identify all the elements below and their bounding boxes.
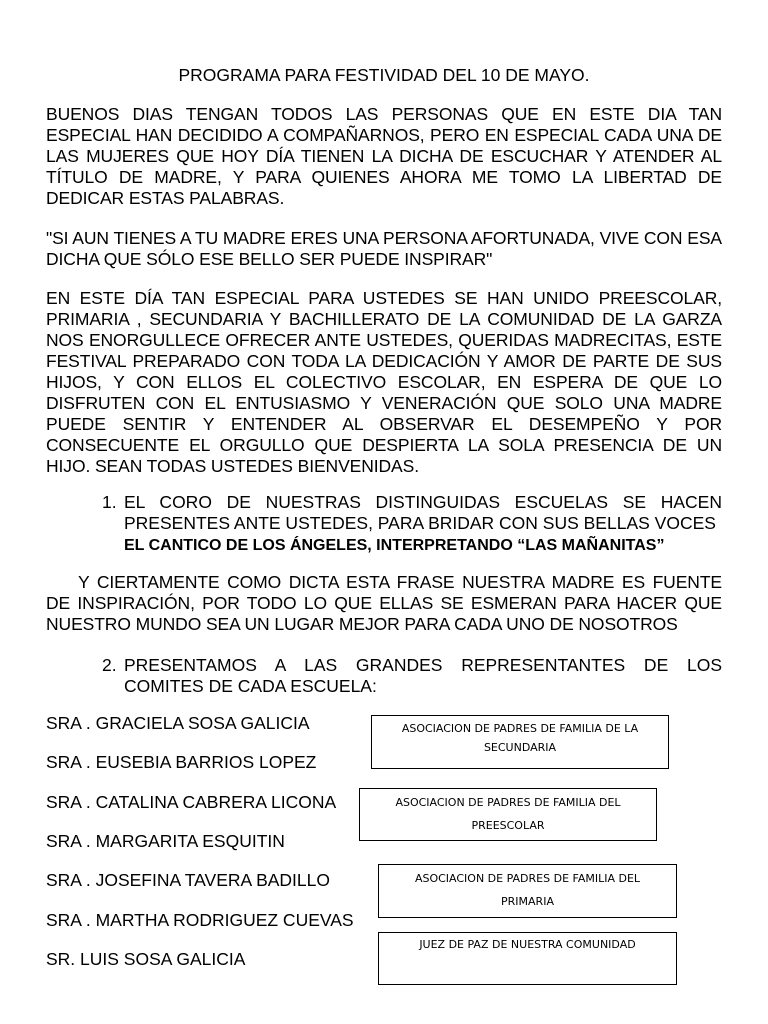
document-title: PROGRAMA PARA FESTIVIDAD DEL 10 DE MAYO. [178,65,590,85]
program-item-1 [102,492,722,556]
representative-name: SR. LUIS SOSA GALICIA [46,949,246,969]
quote-paragraph: "SI AUN TIENES A TU MADRE ERES UNA PERSONA AFORTUNADA, VIVE CON ESA DICHA QUE SÓLO ESE BELLO SER PUEDE INSPIRAR" [46,228,722,269]
box-line: ASOCIACION DE PADRES DE FAMILIA DEL [395,796,621,809]
box-line: ASOCIACION DE PADRES DE FAMILIA DE LA [401,722,639,735]
inspiration-paragraph: Y CIERTAMENTE COMO DICTA ESTA FRASE NUESTRA MADRE ES FUENTE DE INSPIRACIÓN, POR TODO LO QUE ELLAS SE ESMERAN PARA HACER QUE NUESTRO MUNDO SEA UN LUGAR MEJOR PARA CADA UNO DE NOSOTROS [46,572,722,634]
representative-name: SRA . GRACIELA SOSA GALICIA [46,713,310,733]
item-bold-text: EL CANTICO DE LOS ÁNGELES, INTERPRETANDO “LAS MAÑANITAS” [124,537,665,554]
box-line: SECUNDARIA [483,741,557,754]
box-line: ASOCIACION DE PADRES DE FAMILIA DEL [414,872,641,885]
item-number: 2. [102,655,117,675]
box-line: PREESCOLAR [471,819,545,832]
item-body [124,492,722,556]
association-box-secundaria [371,715,669,769]
representative-name: SRA . EUSEBIA BARRIOS LOPEZ [46,752,317,772]
representative-name: SRA . MARTHA RODRIGUEZ CUEVAS [46,910,354,930]
representative-name: SRA . MARGARITA ESQUITIN [46,831,285,851]
intro-paragraph: BUENOS DIAS TENGAN TODOS LAS PERSONAS QUE EN ESTE DIA TAN ESPECIAL HAN DECIDIDO A COMPAÑARNOS, PERO EN ESPECIAL CADA UNA DE LAS MUJERES QUE HOY DÍA TIENEN LA DICHA DE ESCUCHAR Y ATENDER AL TÍTULO DE MADRE, Y PARA QUIENES AHORA ME TOMO LA LIBERTAD DE DEDICAR ESTAS PALABRAS. [46,104,722,208]
item-body: PRESENTAMOS A LAS GRANDES REPRESENTANTES DE LOS COMITES DE CADA ESCUELA: [124,655,722,696]
association-box-primaria [378,864,677,918]
item-text: EL CORO DE NUESTRAS DISTINGUIDAS ESCUELAS SE HACEN PRESENTES ANTE USTEDES, PARA BRIDAR CON SUS BELLAS VOCES [124,492,722,533]
box-line: JUEZ DE PAZ DE NUESTRA COMUNIDAD [419,938,636,951]
representative-name: SRA . JOSEFINA TAVERA BADILLO [46,870,330,890]
justice-of-peace-box [378,932,677,985]
item-number: 1. [102,492,117,512]
representative-name: SRA . CATALINA CABRERA LICONA [46,792,337,812]
program-item-2 [102,655,722,697]
box-line: PRIMARIA [501,895,554,908]
welcome-paragraph: EN ESTE DÍA TAN ESPECIAL PARA USTEDES SE HAN UNIDO PREESCOLAR, PRIMARIA , SECUNDARIA Y BACHILLERATO DE LA COMUNIDAD DE LA GARZA NOS ENORGULLECE OFRECER ANTE USTEDES, QUERIDAS MADRECITAS, ESTE FESTIVAL PREPARADO CON TODA LA DEDICACIÓN Y AMOR DE PARTE DE SUS HIJOS, Y CON ELLOS EL COLECTIVO ESCOLAR, EN ESPERA DE QUE LO DISFRUTEN CON EL ENTUSIASMO Y VENERACIÓN QUE SOLO UNA MADRE PUEDE SENTIR Y ENTENDER AL OBSERVAR EL DESEMPEÑO Y POR CONSECUENTE EL ORGULLO QUE DESPIERTA LA SOLA PRESENCIA DE UN HIJO. SEAN TODAS USTEDES BIENVENIDAS. [46,288,722,476]
association-box-preescolar [359,788,657,841]
